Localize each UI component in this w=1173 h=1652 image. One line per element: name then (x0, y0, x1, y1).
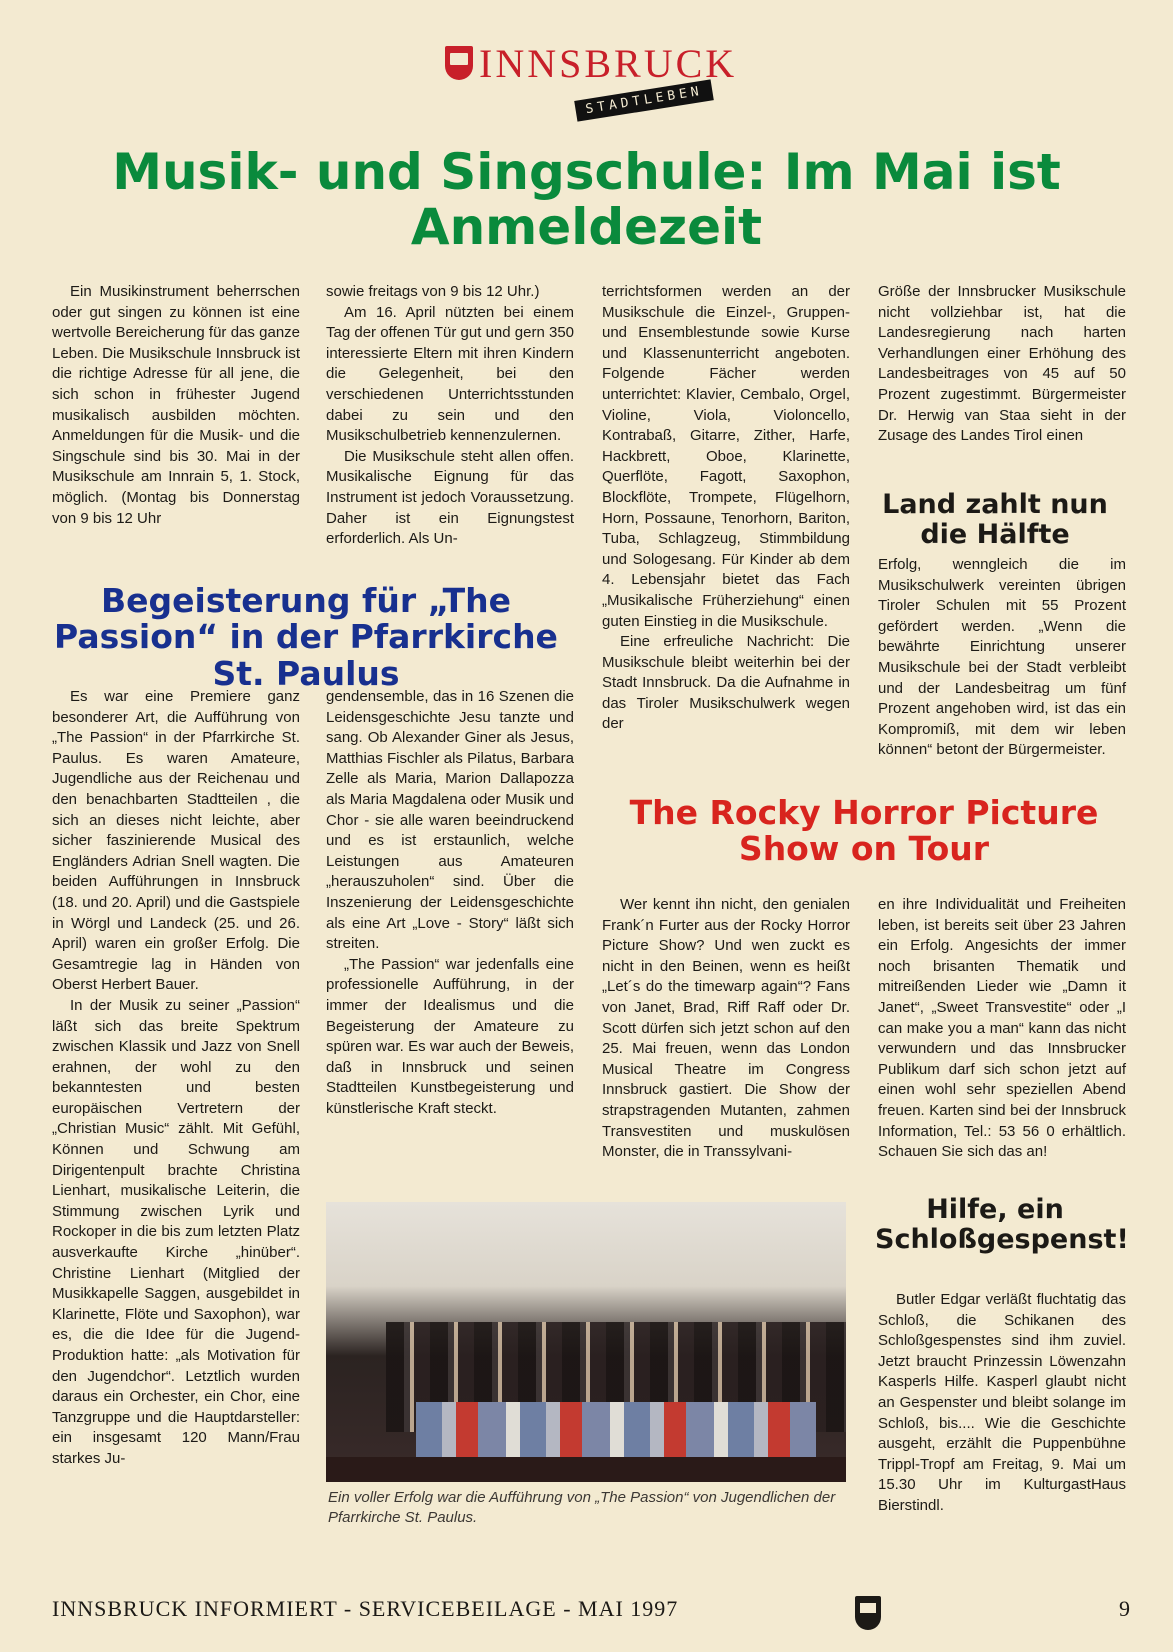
paragraph: sowie freitags von 9 bis 12 Uhr.) (326, 283, 540, 300)
paragraph: terrichtsformen werden an der Musikschule die Einzel-, Gruppen- und Ensemblestunde sowie Kurse und Klassenunterricht angeboten. Folgende Fächer werden unterrichtet: Klavier, Cembalo, Orgel, Violine, Viola, Violoncello, Kontrabaß, Gitarre, Zither, Harfe, Hackbrett, Oboe, Klarinette, Querflöte, Fagott, Saxophon, Blockflöte, Trompete, Flügelhorn, Horn, Possaune, Tenorhorn, Bariton, Tuba, Schlagzeug, Stimmbildung und Sologesang. Für Kinder ab dem 4. Lebensjahr bietet das Fach „Musikalische Früherziehung“ einen guten Einstieg in die Musikschule. (602, 283, 850, 630)
masthead-subtitle: STADTLEBEN (574, 79, 714, 121)
paragraph: Größe der Innsbrucker Musikschule nicht vollziehbar ist, hat die Landesregierung nach harten Verhandlungen einer Erhöhung des Landesbeitrages von 45 auf 50 Prozent zugestimmt. Bürgermeister Dr. Herwig van Staa sieht in der Zusage des Landes Tirol einen (878, 283, 1126, 445)
passion-headline: Begeisterung für „The Passion“ in der Pfarrkirche St. Paulus (54, 581, 558, 693)
passion-column-2 (326, 687, 574, 1119)
rocky-headline: The Rocky Horror Picture Show on Tour (629, 793, 1099, 869)
rocky-column-1 (602, 895, 850, 1163)
musik-column-4a (878, 282, 1126, 447)
masthead-logo (445, 40, 745, 130)
paragraph: Eine erfreuliche Nachricht: Die Musikschule bleibt weiterhin bei der Stadt Innsbruck. Da die Aufnahme in das Tiroler Musikschulwerk wegen der (602, 633, 850, 733)
musik-column-4b (878, 555, 1126, 761)
paragraph: In der Musik zu seiner „Passion“ läßt sich das breite Spektrum zwischen Klassik und Jazz von Snell erahnen, der wohl zu den bekanntesten und besten europäischen Vertretern der „Christian Music“ zählt. Mit Gefühl, Können und Schwung am Dirigentenpult brachte Christina Lienhart, musikalische Leiterin, die Stimmung zwischen Lyrik und Rockoper in die bis zum letzten Platz ausverkaufte Kirche „hinüber“. Christine Lienhart (Mitglied der Musikkapelle Saggen, ausgebildet in Klarinette, Flöte und Saxophon), war es, die die Idee für die Jugend-Produktion hatte: „als Motivation für den Jugendchor“. Letztlich wurden daraus ein Orchester, ein Chor, eine Tanzgruppe und die Hauptdarsteller: ein insgesamt 120 Mann/Frau starkes Ju- (52, 996, 300, 1467)
paragraph: „The Passion“ war jedenfalls eine professionelle Aufführung, in der immer der Idealismus und die Begeisterung der Amateure zu spüren war. Es war auch der Beweis, daß in Innsbruck und seinen Stadtteilen Kunstbegeisterung und künstlerische Kraft steckt. (326, 955, 574, 1117)
rocky-column-2 (878, 895, 1126, 1163)
coat-of-arms-icon (445, 46, 473, 80)
hilfe-headline: Hilfe, ein Schloßgespenst! (875, 1194, 1129, 1255)
footer-coat-of-arms-icon (855, 1596, 881, 1630)
paragraph: Wer kennt ihn nicht, den genialen Frank´n Furter aus der Rocky Horror Picture Show? Und wen zuckt es nicht in den Beinen, wenn es heißt „Let´s do the timewarp again“? Fans von Janet, Brad, Riff Raff oder Dr. Scott dürfen sich jetzt schon auf den 25. Mai freuen, wenn das London Musical Theatre im Congress Innsbruck gastiert. Die Show der strapstragenden Mutanten, zahmen Transvestiten und muskulösen Monster, die in Transsylvani- (602, 896, 850, 1161)
paragraph: Am 16. April nützten bei einem Tag der offenen Tür gut und gern 350 interessierte Eltern mit ihren Kindern die Gelegenheit, bei den verschiedenen Unterrichtsstunden dabei zu sein und den Musikschulbetrieb kennenzulernen. (326, 303, 574, 445)
paragraph: gendensemble, das in 16 Szenen die Leidensgeschichte Jesu tanzte und sang. Ob Alexander Giner als Jesus, Matthias Fischler als Pilatus, Barbara Zelle als Maria, Marion Dallapozza als Maria Magdalena oder Musik und Chor - sie alle waren beeindruckend und es ist erstaunlich, welche Leistungen aus Amateuren „herauszuholen“ sind. Über die Inszenierung der Leidensgeschichte als eine Art „Love - Story“ läßt sich streiten. (326, 688, 574, 953)
paragraph: Erfolg, wenngleich die im Musikschulwerk vereinten übrigen Tiroler Schulen mit 55 Prozent gefördert werden. „Wenn die bewährte Einrichtung unserer Musikschule bei der Stadt verbleibt und der Landesbeitrag um fünf Prozent angehoben wird, ist das ein Kompromiß, mit dem wir leben können“ betont der Bürgermeister. (878, 556, 1126, 759)
footer-text: INNSBRUCK INFORMIERT - SERVICEBEILAGE - MAI 1997 (52, 1596, 679, 1621)
passion-column-1 (52, 687, 300, 1470)
subheadline-land: Land zahlt nun die Hälfte (882, 489, 1108, 550)
page-number: 9 (1119, 1596, 1130, 1621)
photo-stage (326, 1457, 846, 1482)
main-headline: Musik- und Singschule: Im Mai ist Anmeldezeit (112, 143, 1061, 256)
paragraph: en ihre Individualität und Freiheiten leben, ist bereits seit über 23 Jahren ein Erfolg. Angesichts der immer noch brisanten Thematik und mitreißenden Lieder wie „Damn it Janet“, „Sweet Transvestite“ oder „I can make you a man“ kann das nicht verwundern und das Innsbrucker Publikum darf sich schon jetzt auf einen wohl sehr speziellen Abend freuen. Karten sind bei der Innsbruck Information, Tel.: 53 56 0 erhältlich. Schauen Sie sich das an! (878, 896, 1126, 1161)
musik-column-2 (326, 282, 574, 550)
hilfe-column (878, 1290, 1126, 1517)
musik-column-3 (602, 282, 850, 735)
paragraph: Butler Edgar verläßt fluchtatig das Schloß, die Schikanen des Schloßgespenstes sind ihm zuviel. Jetzt braucht Prinzessin Löwenzahn Kasperls Hilfe. Kasperl glaubt nicht an Gespenster und bleibt solange im Schloß, bis.... Wie die Geschichte ausgeht, erzählt die Puppenbühne Trippl-Tropf am Freitag, 9. Mai um 15.30 Uhr im KulturgastHaus Bierstindl. (878, 1291, 1126, 1514)
masthead-title: INNSBRUCK (479, 41, 738, 86)
paragraph: Die Musikschule steht allen offen. Musikalische Eignung für das Instrument ist jedoch Voraussetzung. Daher ist ein Eignungstest erforderlich. Als Un- (326, 447, 574, 548)
photo-caption: Ein voller Erfolg war die Aufführung von „The Passion“ von Jugendlichen der Pfarrkirche St. Paulus. (328, 1489, 836, 1526)
musik-column-1 (52, 282, 300, 529)
passion-photo (326, 1202, 846, 1482)
paragraph: Es war eine Premiere ganz besonderer Art, die Aufführung von „The Passion“ in der Pfarrkirche St. Paulus. Es waren Amateure, Jugendliche aus der Reichenau und den benachbarten Stadtteilen , die sich an dieses nicht leichte, aber sicher faszinierende Musical des Engländers Adrian Snell wagten. Die beiden Aufführungen in Innsbruck (18. und 20. April) und die Gastspiele in Wörgl und Landeck (25. und 26. April) waren ein großer Erfolg. Die Gesamtregie lag in Händen von Oberst Herbert Bauer. (52, 688, 300, 994)
paragraph: Ein Musikinstrument beherrschen oder gut singen zu können ist eine wertvolle Bereicherung für das ganze Leben. Die Musikschule Innsbruck ist die richtige Adresse für all jene, die sich schon in frühester Jugend musikalisch ausbilden möchten. Anmeldungen für die Musik- und die Singschule sind bis 30. Mai in der Musikschule am Innrain 5, 1. Stock, möglich. (Montag bis Donnerstag von 9 bis 12 Uhr (52, 283, 300, 527)
